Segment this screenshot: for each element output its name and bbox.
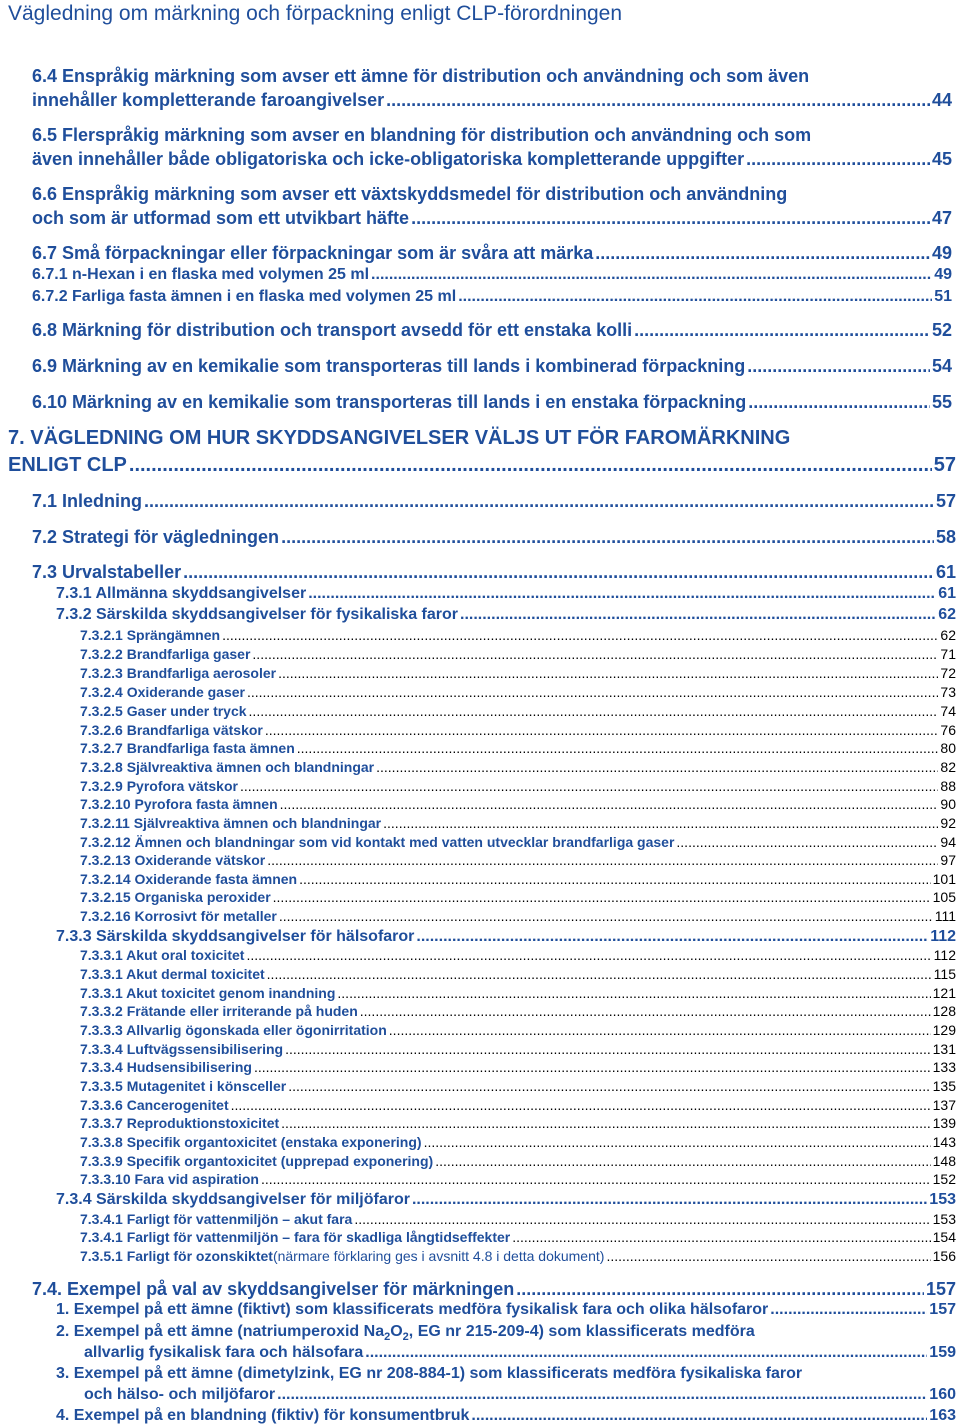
toc-subentry[interactable] [80, 1003, 956, 1019]
leader-dots [299, 871, 931, 887]
toc-subentry[interactable] [80, 778, 956, 794]
leader-dots [747, 356, 930, 377]
toc-entry-example-3-line1[interactable]: 3. Exempel på ett ämne (dimetylzink, EG nr 208-884-1) som klassificerats medföra fysikaliska faror [56, 1365, 803, 1382]
toc-entry-text: 7.3.5.1 Farligt för ozonskiktet [80, 1248, 273, 1264]
toc-entry-text: 7.3.2.4 Oxiderande gaser [80, 684, 245, 700]
toc-page-number: 160 [929, 1386, 956, 1403]
leader-dots [279, 908, 933, 924]
toc-page-number: 112 [933, 947, 956, 963]
toc-entry-text: innehåller kompletterande faroangivelser [32, 90, 385, 110]
toc-page-number: 47 [931, 208, 952, 228]
leader-dots [606, 1248, 930, 1264]
toc-page-number: 61 [938, 585, 956, 602]
toc-subentry[interactable] [80, 908, 956, 924]
toc-page-number: 131 [932, 1041, 956, 1057]
toc-entry-text: 6.7.1 n-Hexan i en flaska med volymen 25 ml [32, 266, 370, 283]
leader-dots [277, 1386, 927, 1404]
toc-entry-text: 7.3.2.1 Sprängämnen [80, 627, 221, 643]
toc-page-number: 128 [932, 1003, 956, 1019]
leader-dots [746, 149, 930, 170]
toc-entry-text: 6.10 Märkning av en kemikalie som transporteras till lands i en enstaka förpackning [32, 392, 747, 412]
leader-dots [676, 834, 938, 850]
toc-page-number: 45 [931, 149, 952, 169]
leader-dots [365, 1344, 927, 1362]
toc-subentry[interactable] [80, 985, 956, 1001]
leader-dots [770, 1301, 927, 1319]
leader-dots [389, 1022, 931, 1038]
toc-entry-text: 7.3.3.6 Cancerogenitet [80, 1097, 229, 1113]
leader-dots [240, 778, 938, 794]
toc-entry-6-7-1[interactable] [32, 266, 952, 284]
toc-entry-text: 7.3.1 Allmänna skyddsangivelser [56, 585, 307, 602]
toc-entry-text: 7.3.3.4 Hudsensibilisering [80, 1059, 252, 1075]
toc-entry-text: 2. Exempel på ett ämne (natriumperoxid Na [56, 1323, 385, 1340]
toc-page-number: 57 [933, 454, 956, 476]
toc-page-number: 163 [929, 1407, 956, 1424]
toc-entry-6-6-line1[interactable]: 6.6 Enspråkig märkning som avser ett växtskyddsmedel för distribution och användning [32, 184, 788, 204]
leader-dots [246, 947, 931, 963]
toc-entry-text: 7.3.2.13 Oxiderande vätskor [80, 852, 266, 868]
leader-dots [595, 243, 930, 264]
toc-subentry[interactable] [80, 947, 956, 963]
toc-entry-7-3-1[interactable] [56, 585, 956, 603]
toc-entry-6-9[interactable] [32, 356, 952, 377]
leader-dots [281, 1115, 930, 1131]
toc-page-number: 148 [932, 1153, 956, 1169]
toc-entry-example-3[interactable] [84, 1386, 956, 1404]
toc-page-number: 82 [940, 759, 956, 775]
leader-dots [285, 1041, 931, 1057]
toc-entry-6-7[interactable] [32, 243, 952, 264]
toc-page-number: 88 [940, 778, 956, 794]
leader-dots [383, 815, 938, 831]
toc-page-number: 111 [934, 908, 956, 924]
toc-entry-text: 7.3.2.6 Brandfarliga vätskor [80, 722, 263, 738]
toc-subentry[interactable] [80, 665, 956, 681]
leader-dots [424, 1134, 931, 1150]
leader-dots [512, 1229, 930, 1245]
toc-subentry[interactable] [80, 1171, 956, 1187]
leader-dots [249, 703, 939, 719]
leader-dots [144, 491, 934, 512]
toc-entry-text: 1. Exempel på ett ämne (fiktivt) som klassificerats medföra fysikalisk fara och olika hälsofaror [56, 1301, 769, 1318]
toc-page-number: 159 [929, 1344, 956, 1361]
toc-entry-7-3-2[interactable] [56, 606, 956, 624]
toc-entry-text: 7.3.2.12 Ämnen och blandningar som vid kontakt med vatten utvecklar brandfarliga gaser [80, 834, 675, 850]
toc-entry-6-5-line1[interactable]: 6.5 Flerspråkig märkning som avser en blandning för distribution och användning och som [32, 125, 812, 145]
toc-entry-text: 7.1 Inledning [32, 491, 143, 511]
toc-entry-text: 7.3.3.9 Specifik organtoxicitet (upprepad exponering) [80, 1153, 434, 1169]
toc-subentry[interactable] [80, 627, 956, 643]
toc-entry-6-10[interactable] [32, 392, 952, 413]
toc-entry-text: O [390, 1323, 403, 1340]
toc-entry-6-4-line1[interactable]: 6.4 Enspråkig märkning som avser ett ämne för distribution och användning och som även [32, 66, 810, 86]
leader-dots [634, 320, 930, 341]
toc-entry-text: 6.7 Små förpackningar eller förpackningar som är svåra att märka [32, 243, 594, 263]
leader-dots [411, 208, 930, 229]
toc-subentry[interactable] [80, 722, 956, 738]
toc-entry-text: 7.3.3.1 Akut oral toxicitet [80, 947, 245, 963]
toc-page-number: 139 [932, 1115, 956, 1131]
leader-dots [458, 288, 932, 306]
leader-dots [247, 684, 938, 700]
toc-page-number: 62 [940, 627, 956, 643]
toc-page-number: 49 [934, 266, 952, 283]
toc-entry-example-1[interactable] [56, 1301, 956, 1319]
toc-entry-text: 7.3.2.3 Brandfarliga aerosoler [80, 665, 277, 681]
toc-subentry[interactable] [80, 1022, 956, 1038]
toc-page-number: 129 [932, 1022, 956, 1038]
leader-dots [254, 1059, 931, 1075]
toc-entry-text: 7.3.3.8 Specifik organtoxicitet (enstaka exponering) [80, 1134, 422, 1150]
toc-entry-text: 7.3.3.1 Akut dermal toxicitet [80, 966, 265, 982]
toc-entry-text: 7.3.2.16 Korrosivt för metaller [80, 908, 277, 924]
toc-entry-7-3-3[interactable] [56, 928, 956, 946]
toc-entry-text: 7.3.2.8 Självreaktiva ämnen och blandningar [80, 759, 375, 775]
toc-page-number: 105 [932, 889, 956, 905]
leader-dots [183, 562, 934, 583]
toc-page-number: 90 [940, 796, 956, 812]
toc-page-number: 57 [935, 491, 956, 511]
toc-page-number: 115 [933, 966, 956, 982]
toc-entry-7-3[interactable] [32, 562, 956, 583]
toc-entry-text: 7.3.2.15 Organiska peroxider [80, 889, 271, 905]
toc-entry-text: 7.3.3.2 Frätande eller irriterande på huden [80, 1003, 358, 1019]
toc-entry-6-6[interactable] [32, 208, 952, 229]
toc-subentry[interactable] [80, 889, 956, 905]
toc-subentry[interactable] [80, 1078, 956, 1094]
toc-page-number: 62 [938, 606, 956, 623]
leader-dots [376, 759, 938, 775]
toc-entry-text: 7.4. Exempel på val av skyddsangivelser för märkningen [32, 1279, 515, 1299]
toc-subentry[interactable] [80, 796, 956, 812]
toc-entry-7[interactable] [8, 454, 956, 477]
leader-dots [371, 266, 932, 284]
toc-subentry[interactable] [80, 966, 956, 982]
toc-page-number: 137 [932, 1097, 956, 1113]
toc-entry-text: 7.3.2.10 Pyrofora fasta ämnen [80, 796, 278, 812]
toc-entry-6-7-2[interactable] [32, 288, 952, 306]
toc-subentry[interactable] [80, 1059, 956, 1075]
toc-subentry[interactable] [80, 1041, 956, 1057]
toc-page-number: 92 [940, 815, 956, 831]
leader-dots [337, 985, 930, 1001]
leader-dots [416, 928, 928, 946]
toc-page-number: 152 [932, 1171, 956, 1187]
toc-subentry[interactable] [80, 852, 956, 868]
toc-entry-text: 7.3.2.11 Självreaktiva ämnen och blandningar [80, 815, 382, 831]
toc-entry-note: (närmare förklaring ges i avsnitt 4.8 i detta dokument) [272, 1248, 605, 1264]
toc-entry-text: 7.3.2.14 Oxiderande fasta ämnen [80, 871, 298, 887]
toc-page-number: 133 [932, 1059, 956, 1075]
toc-subentry[interactable] [80, 703, 956, 719]
toc-page-number: 49 [931, 243, 952, 263]
leader-dots [354, 1211, 930, 1227]
toc-entry-6-8[interactable] [32, 320, 952, 341]
toc-entry-text: 7.3.3.10 Fara vid aspiration [80, 1171, 259, 1187]
toc-page-number: 61 [935, 562, 956, 582]
toc-entry-example-4[interactable] [56, 1407, 956, 1425]
toc-subentry[interactable] [80, 1153, 956, 1169]
leader-dots [129, 454, 932, 477]
toc-entry-text: 7.3.3 Särskilda skyddsangivelser för hälsofaror [56, 928, 415, 945]
toc-subentry[interactable] [80, 834, 956, 850]
toc-entry-text: ENLIGT CLP [8, 454, 127, 476]
toc-entry-text: 7.3.4.1 Farligt för vattenmiljön – akut fara [80, 1211, 353, 1227]
toc-entry-text: 7.3.3.7 Reproduktionstoxicitet [80, 1115, 280, 1131]
toc-entry-text: 7.3.4 Särskilda skyddsangivelser för miljöfaror [56, 1191, 410, 1208]
toc-subentry[interactable] [80, 815, 956, 831]
leader-dots [273, 889, 931, 905]
toc-page-number: 55 [931, 392, 952, 412]
leader-dots [308, 585, 936, 603]
toc-entry-text: 7.3.4.1 Farligt för vattenmiljön – fara för skadliga långtidseffekter [80, 1229, 511, 1245]
leader-dots [516, 1279, 924, 1300]
leader-dots [222, 627, 938, 643]
toc-page-number: 58 [935, 527, 956, 547]
subscript: 2 [402, 1331, 409, 1344]
leader-dots [435, 1153, 930, 1169]
toc-subentry[interactable] [80, 684, 956, 700]
leader-dots [748, 392, 930, 413]
toc-entry-text: allvarlig fysikalisk fara och hälsofara [84, 1344, 364, 1361]
leader-dots [297, 740, 939, 756]
leader-dots [471, 1407, 927, 1425]
toc-page-number: 52 [931, 320, 952, 340]
toc-page-number: 156 [932, 1248, 956, 1264]
toc-page-number: 97 [940, 852, 956, 868]
toc-page-number: 44 [931, 90, 952, 110]
toc-page-number: 101 [932, 871, 956, 887]
toc-entry-7-3-5-1[interactable] [80, 1248, 956, 1264]
toc-entry-7-line1[interactable]: 7. VÄGLEDNING OM HUR SKYDDSANGIVELSER VÄLJS UT FÖR FAROMÄRKNING [8, 427, 791, 449]
toc-page-number: 121 [932, 985, 956, 1001]
leader-dots [280, 796, 939, 812]
toc-page-number: 76 [940, 722, 956, 738]
toc-entry-text: , EG nr 215-209-4) som klassificerats medföra [408, 1323, 755, 1340]
toc-entry-text: 6.9 Märkning av en kemikalie som transporteras till lands i kombinerad förpackning [32, 356, 746, 376]
toc-page-number: 80 [940, 740, 956, 756]
toc-entry-7-3-4[interactable] [56, 1191, 956, 1209]
leader-dots [252, 646, 938, 662]
leader-dots [261, 1171, 931, 1187]
toc-page-number: 54 [931, 356, 952, 376]
toc-page-number: 72 [940, 665, 956, 681]
toc-subentry[interactable] [80, 759, 956, 775]
leader-dots [265, 722, 939, 738]
toc-entry-text: 7.2 Strategi för vägledningen [32, 527, 280, 547]
toc-subentry[interactable] [80, 740, 956, 756]
leader-dots [386, 90, 930, 111]
toc-entry-text: även innehåller både obligatoriska och icke-obligatoriska kompletterande uppgifter [32, 149, 745, 169]
leader-dots [267, 966, 932, 982]
toc-page-number: 153 [932, 1211, 956, 1227]
toc-page-number: 94 [940, 834, 956, 850]
toc-entry-text: 7.3.3.4 Luftvägssensibilisering [80, 1041, 284, 1057]
toc-subentry[interactable] [80, 1115, 956, 1131]
toc-page-number: 112 [930, 928, 956, 945]
toc-page-number: 73 [940, 684, 956, 700]
toc-subentry[interactable] [80, 1097, 956, 1113]
toc-page-number: 74 [940, 703, 956, 719]
toc-entry-text: och hälso- och miljöfaror [84, 1386, 276, 1403]
toc-entry-text: 6.8 Märkning för distribution och transport avsedd för ett enstaka kolli [32, 320, 633, 340]
toc-subentry[interactable] [80, 1229, 956, 1245]
toc-entry-text: och som är utformad som ett utvikbart häfte [32, 208, 410, 228]
toc-page-number: 153 [929, 1191, 956, 1208]
toc-page-number: 154 [932, 1229, 956, 1245]
toc-entry-7-2[interactable] [32, 527, 956, 548]
toc-entry-text: 6.7.2 Farliga fasta ämnen i en flaska med volymen 25 ml [32, 288, 457, 305]
toc-subentry[interactable] [80, 1211, 956, 1227]
toc-entry-text: 7.3.3.1 Akut toxicitet genom inandning [80, 985, 336, 1001]
toc-entry-text: 7.3 Urvalstabeller [32, 562, 182, 582]
leader-dots [231, 1097, 931, 1113]
toc-page-number: 71 [940, 646, 956, 662]
toc-entry-6-5[interactable] [32, 149, 952, 170]
toc-entry-text: 7.3.2.9 Pyrofora vätskor [80, 778, 238, 794]
toc-subentry[interactable] [80, 646, 956, 662]
toc-entry-text: 7.3.2 Särskilda skyddsangivelser för fysikaliska faror [56, 606, 458, 623]
toc-entry-7-4[interactable] [32, 1279, 956, 1300]
leader-dots [412, 1191, 927, 1209]
toc-subentry[interactable] [80, 871, 956, 887]
toc-entry-example-2-line1[interactable] [56, 1323, 755, 1343]
leader-dots [360, 1003, 931, 1019]
document-header-title: Vägledning om märkning och förpackning enligt CLP-förordningen [8, 2, 623, 25]
toc-page-number: 51 [934, 288, 952, 305]
toc-entry-text: 7.3.2.7 Brandfarliga fasta ämnen [80, 740, 295, 756]
leader-dots [460, 606, 936, 624]
toc-entry-6-4[interactable] [32, 90, 952, 111]
toc-page-number: 135 [932, 1078, 956, 1094]
toc-page-number: 157 [925, 1279, 956, 1299]
subscript: 2 [384, 1331, 391, 1344]
toc-entry-text: 4. Exempel på en blandning (fiktiv) för konsumentbruk [56, 1407, 470, 1424]
toc-entry-example-2[interactable] [84, 1344, 956, 1362]
toc-page-number: 143 [932, 1134, 956, 1150]
toc-entry-7-1[interactable] [32, 491, 956, 512]
leader-dots [281, 527, 934, 548]
toc-entry-text: 7.3.3.3 Allvarlig ögonskada eller ögonirritation [80, 1022, 387, 1038]
toc-entry-text: 7.3.2.2 Brandfarliga gaser [80, 646, 251, 662]
leader-dots [288, 1078, 930, 1094]
toc-entry-text: 7.3.2.5 Gaser under tryck [80, 703, 247, 719]
leader-dots [278, 665, 938, 681]
toc-subentry[interactable] [80, 1134, 956, 1150]
leader-dots [267, 852, 938, 868]
toc-page-number: 157 [929, 1301, 956, 1318]
toc-entry-text: 7.3.3.5 Mutagenitet i könsceller [80, 1078, 287, 1094]
